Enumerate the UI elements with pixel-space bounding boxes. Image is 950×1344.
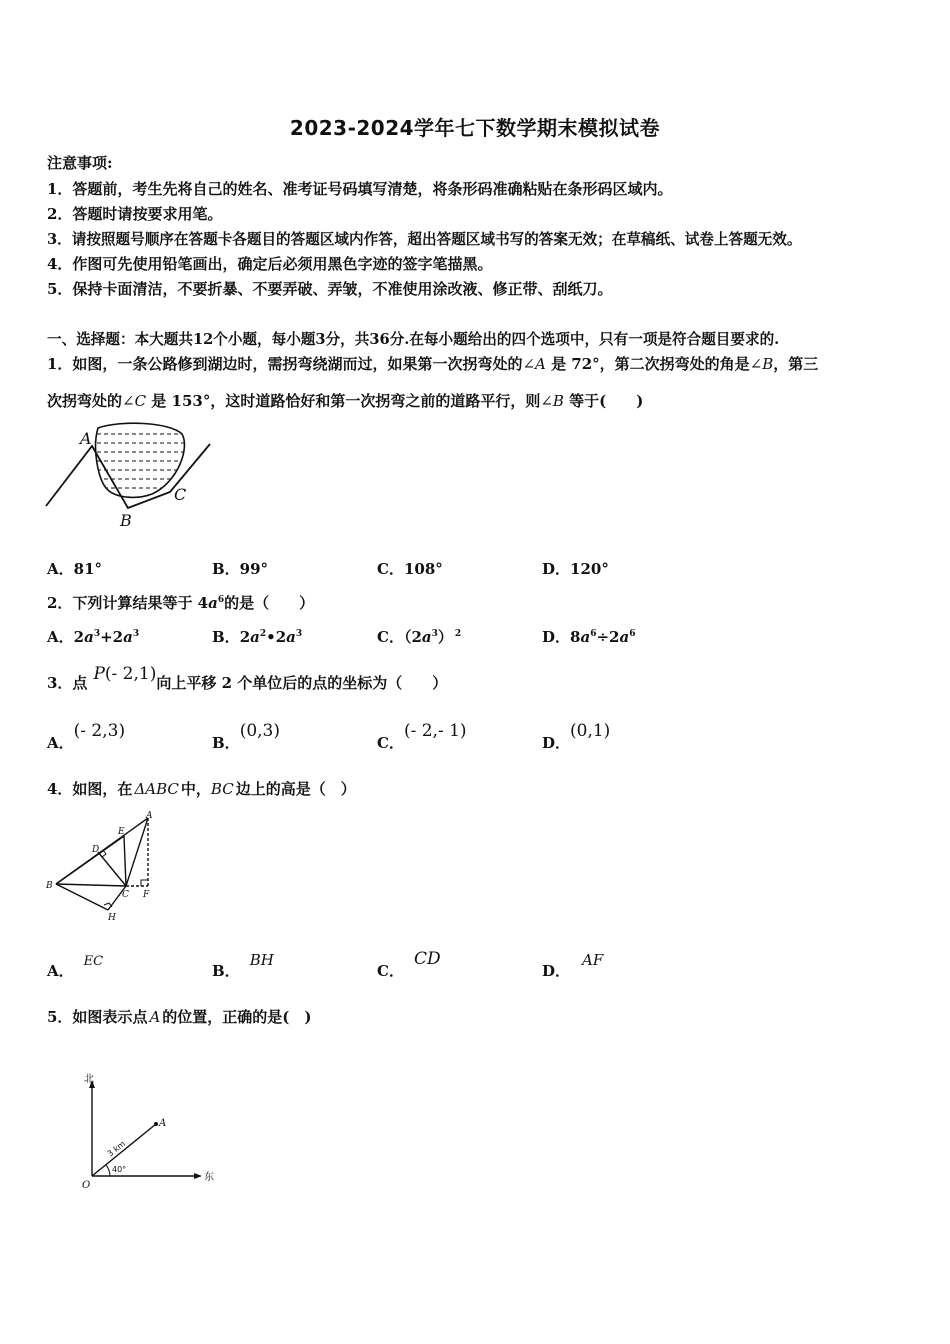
q2-option-b[interactable]: [212, 626, 302, 647]
q3-option-a[interactable]: [47, 721, 126, 753]
q5-position-figure: [70, 1064, 220, 1194]
q2-c-label: C．: [377, 628, 404, 646]
q1-angle-b: ∠B: [749, 355, 774, 373]
q2-b-e2: 3: [295, 629, 303, 639]
notice-heading: 注意事项:: [47, 154, 113, 172]
q3-b-value: (0,3): [239, 721, 280, 741]
q3-coords: (- 2,1): [104, 664, 157, 684]
question-2: [47, 592, 314, 613]
q1-option-b[interactable]: B．99°: [212, 560, 269, 578]
q2-c-e1: 3: [431, 629, 438, 639]
q4-d-value: AF: [582, 951, 604, 969]
question-1-line-1: [47, 353, 818, 374]
q3-text-b: 向上平移 2 个单位后的点的坐标为（ ）: [156, 674, 448, 692]
q4-label-b: B: [46, 881, 53, 891]
q1-option-d[interactable]: D．120°: [542, 560, 609, 578]
q2-text-b: 的是（ ）: [224, 594, 315, 612]
q4-option-a[interactable]: [47, 954, 104, 981]
q2-c-e2: 2: [454, 629, 462, 639]
q1-lake-road-figure: [40, 418, 220, 534]
q2-c-v1: a: [421, 628, 432, 646]
q4-label-f: F: [143, 890, 150, 900]
q1-angle-c: ∠C: [122, 392, 147, 410]
q1-option-c[interactable]: C．108°: [377, 560, 443, 578]
q3-c-label: C．: [377, 734, 404, 752]
q5-label-origin: O: [82, 1180, 91, 1191]
q4-b-value: BH: [249, 951, 274, 969]
section-1-heading: 一、选择题：本大题共12个小题，每小题3分，共36分.在每小题给出的四个选项中，只有一项是符合题目要求的.: [47, 331, 780, 348]
q1-option-a[interactable]: A．81°: [47, 560, 103, 578]
q2-b-e1: 2: [259, 629, 267, 639]
q2-d-label: D．: [542, 628, 571, 646]
q4-label-d: D: [92, 845, 100, 855]
q3-a-value: (- 2,3): [73, 721, 126, 741]
q2-text-a: 2．下列计算结果等于 4: [47, 594, 209, 612]
q4-side: BC: [210, 780, 234, 798]
q4-text-b: 中，: [180, 780, 211, 798]
q5-label-east: 东: [204, 1172, 214, 1183]
q2-a-v1: a: [84, 628, 94, 646]
q2-c-mid: ）: [437, 628, 453, 646]
q1-label-b: B: [120, 511, 132, 530]
q2-option-a[interactable]: [47, 626, 139, 647]
q4-a-label: A．: [47, 962, 74, 980]
q5-label-angle: 40°: [112, 1165, 127, 1174]
notice-item-2: 2．答题时请按要求用笔。: [47, 205, 223, 223]
notice-item-4: 4．作图可先使用铅笔画出，确定后必须用黑色字迹的签字笔描黑。: [47, 255, 493, 273]
q4-triangle: ΔABC: [134, 780, 179, 798]
q3-d-label: D．: [542, 734, 571, 752]
q4-c-label: C．: [377, 962, 404, 980]
q2-b-label: B．: [212, 628, 240, 646]
q1-text-2b: 是 153°，这时道路恰好和第一次拐弯之前的道路平行，则: [146, 392, 541, 410]
q1-text-1a: 1．如图，一条公路修到湖边时，需拐弯绕湖而过，如果第一次拐弯处的: [47, 355, 523, 373]
q5-text-b: 的位置，正确的是( ): [162, 1008, 312, 1026]
q4-b-label: B．: [212, 962, 240, 980]
q5-label-north: 北: [84, 1074, 94, 1085]
q2-d-v1: a: [580, 628, 591, 646]
q1-text-1b: 是 72°，第二次拐弯处的角是: [545, 355, 750, 373]
q5-label-point: A: [159, 1118, 167, 1129]
question-1-line-2: [47, 390, 643, 411]
q1-lake-hatch: [90, 434, 190, 488]
q4-c-value: CD: [413, 949, 441, 969]
q4-option-d[interactable]: [542, 951, 604, 981]
q3-point: P: [93, 664, 105, 684]
q3-d-value: (0,1): [570, 721, 611, 741]
q2-exp: 6: [217, 595, 225, 605]
q1-angle-a: ∠A: [522, 355, 546, 373]
q4-d-label: D．: [542, 962, 571, 980]
q4-text-a: 4．如图，在: [47, 780, 133, 798]
q2-b-mid: •2: [266, 628, 287, 646]
q2-option-c[interactable]: [377, 626, 461, 647]
q2-c-pre: （2: [403, 628, 422, 646]
q4-label-c: C: [122, 890, 129, 900]
q5-text-a: 5．如图表示点: [47, 1008, 148, 1026]
q2-d-pre: 8: [570, 628, 581, 646]
q3-option-b[interactable]: [212, 721, 280, 753]
question-4: [47, 778, 356, 799]
q5-point: A: [149, 1008, 161, 1026]
q4-option-b[interactable]: [212, 951, 274, 981]
q2-a-e2: 3: [132, 629, 140, 639]
question-3: [47, 664, 448, 693]
q1-angle-b-2: ∠B: [540, 392, 564, 410]
q3-b-label: B．: [212, 734, 240, 752]
q3-option-d[interactable]: [542, 721, 611, 753]
q4-option-c[interactable]: [377, 949, 441, 981]
q2-a-pre: 2: [73, 628, 85, 646]
q2-d-e2: 6: [629, 629, 636, 639]
notice-item-3: 3．请按照题号顺序在答题卡各题目的答题区域内作答，超出答题区域书写的答案无效；在草稿纸、试卷上答题无效。: [47, 231, 802, 248]
q3-a-label: A．: [47, 734, 74, 752]
q2-option-d[interactable]: [542, 626, 635, 647]
q2-a-mid: +2: [100, 628, 124, 646]
q3-option-c[interactable]: [377, 721, 467, 753]
question-5: [47, 1006, 312, 1027]
q2-var: a: [208, 594, 218, 612]
q4-label-h: H: [108, 913, 116, 923]
notice-item-1: 1．答题前，考生先将自己的姓名、准考证号码填写清楚，将条形码准确粘贴在条形码区域内。: [47, 180, 673, 198]
q1-text-1c: ，第三: [773, 355, 819, 373]
q4-a-value: EC: [83, 954, 104, 969]
q2-d-v2: a: [619, 628, 630, 646]
q2-a-label: A．: [47, 628, 74, 646]
q3-text-a: 3．点: [47, 674, 88, 692]
q3-c-value: (- 2,- 1): [403, 721, 467, 741]
q2-b-v1: a: [250, 628, 260, 646]
q2-b-v2: a: [286, 628, 296, 646]
q1-label-c: C: [174, 485, 187, 504]
q4-text-c: 边上的高是（ ）: [235, 780, 356, 798]
notice-item-5: 5．保持卡面清洁，不要折暴、不要弄破、弄皱，不准使用涂改液、修正带、刮纸刀。: [47, 280, 613, 298]
q1-text-2c: 等于( ): [563, 392, 644, 410]
q5-label-distance: 3 km: [105, 1139, 128, 1159]
q2-d-mid: ÷2: [596, 628, 620, 646]
q2-b-pre: 2: [239, 628, 251, 646]
q2-a-e1: 3: [93, 629, 101, 639]
q4-triangle-figure: [40, 810, 170, 925]
q4-label-a: A: [146, 811, 153, 821]
q1-text-2a: 次拐弯处的: [47, 392, 123, 410]
q2-d-e1: 6: [590, 629, 597, 639]
q2-a-v2: a: [123, 628, 133, 646]
q4-label-e: E: [118, 827, 125, 837]
q1-label-a: A: [80, 429, 92, 448]
page-title: 2023-2024学年七下数学期末模拟试卷: [289, 116, 661, 140]
